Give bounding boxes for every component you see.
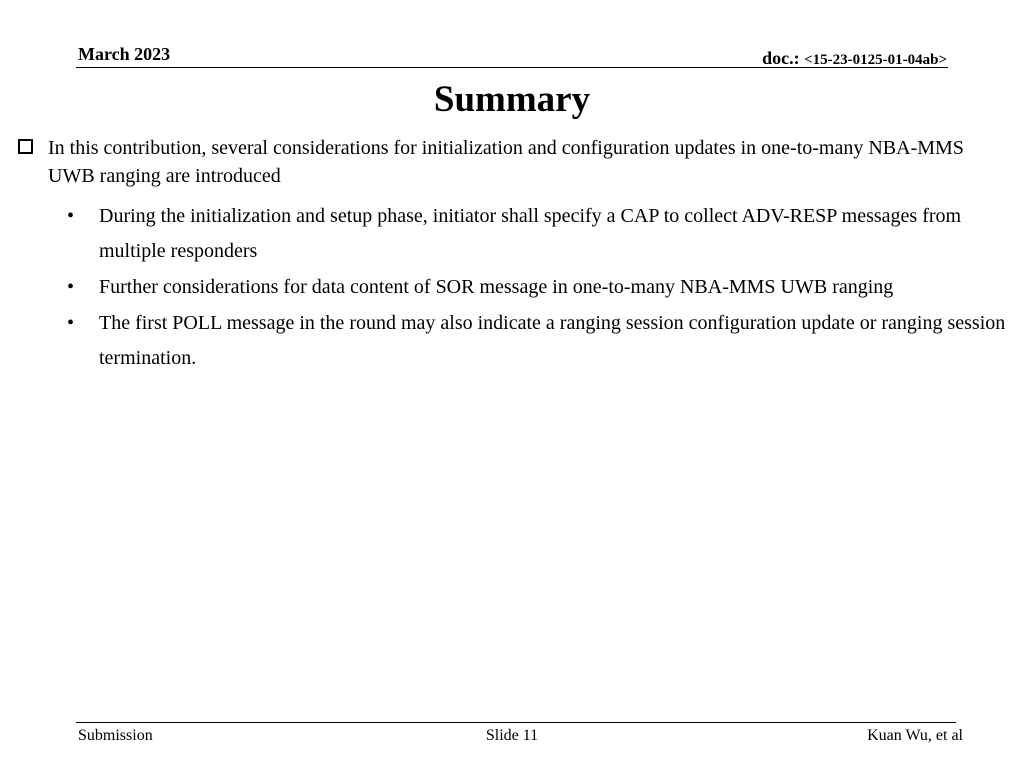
sub-bullet-text: During the initialization and setup phase, initiator shall specify a CAP to collect ADV-RESP messages from multiple responders	[99, 205, 962, 262]
sub-bullet-list	[67, 199, 1019, 377]
bullet-dot-icon: •	[67, 312, 75, 334]
main-bullet-text: In this contribution, several considerations for initialization and configuration updates in one-to-many NBA-MMS UWB ranging are introduced	[48, 137, 964, 187]
footer-divider	[76, 722, 956, 723]
header-doc-id	[762, 48, 947, 69]
header-divider	[76, 67, 948, 68]
sub-bullet-item	[67, 306, 1019, 376]
bullet-dot-icon: •	[67, 205, 75, 227]
sub-bullet-item	[67, 199, 1019, 269]
footer-slide-number: Slide 11	[485, 727, 539, 744]
doc-label: doc.:	[762, 48, 805, 68]
header-date: March 2023	[78, 44, 171, 64]
sub-bullet-text: The first POLL message in the round may also indicate a ranging session configuration update or ranging session termination.	[99, 312, 1006, 369]
sub-bullet-text: Further considerations for data content of SOR message in one-to-many NBA-MMS UWB ranging	[99, 276, 894, 298]
slide-title: Summary	[433, 79, 591, 120]
bullet-dot-icon: •	[67, 276, 75, 298]
doc-number: <15-23-0125-01-04ab>	[804, 52, 947, 68]
footer-submission: Submission	[78, 727, 153, 744]
sub-bullet-item	[67, 270, 1019, 305]
square-bullet-icon	[18, 139, 33, 154]
footer-author: Kuan Wu, et al	[867, 727, 963, 744]
